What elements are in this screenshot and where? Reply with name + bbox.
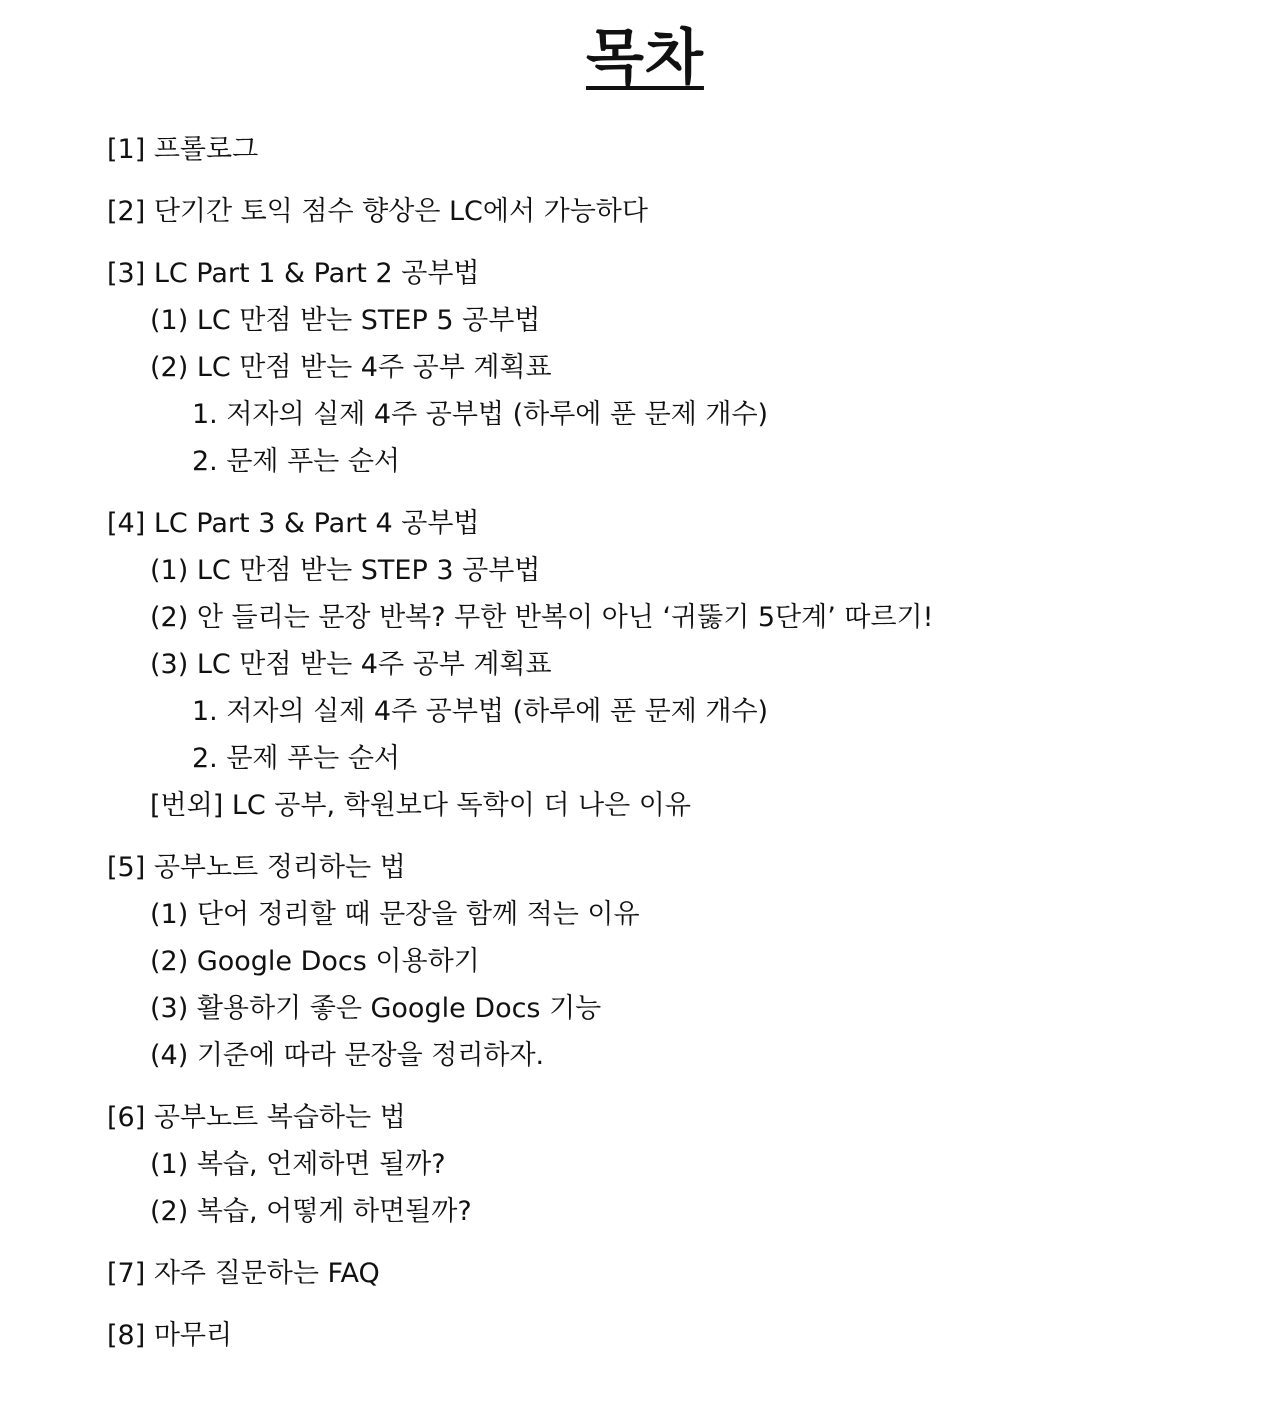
toc-subsection: (1) 단어 정리할 때 문장을 함께 적는 이유: [150, 899, 640, 930]
toc-subsection: (2) Google Docs 이용하기: [150, 946, 480, 977]
table-of-contents: [107, 126, 1227, 1359]
toc-subsection: (2) 안 들리는 문장 반복? 무한 반복이 아닌 ‘귀뚫기 5단계’ 따르기!: [150, 602, 934, 633]
toc-subsection: [번외] LC 공부, 학원보다 독학이 더 나은 이유: [150, 790, 691, 821]
toc-section: [7] 자주 질문하는 FAQ: [107, 1258, 380, 1289]
toc-section: [8] 마무리: [107, 1320, 233, 1351]
toc-section: [3] LC Part 1 & Part 2 공부법: [107, 258, 480, 289]
toc-section: [6] 공부노트 복습하는 법: [107, 1102, 406, 1133]
toc-subsection: (1) LC 만점 받는 STEP 3 공부법: [150, 555, 541, 586]
toc-subsection: (3) 활용하기 좋은 Google Docs 기능: [150, 993, 602, 1024]
toc-section: [2] 단기간 토익 점수 향상은 LC에서 가능하다: [107, 196, 648, 227]
toc-item: 2. 문제 푸는 순서: [192, 743, 401, 774]
toc-subsection: (2) LC 만점 받는 4주 공부 계획표: [150, 352, 552, 383]
toc-subsection: (2) 복습, 어떻게 하면될까?: [150, 1196, 472, 1227]
toc-subsection: (3) LC 만점 받는 4주 공부 계획표: [150, 649, 552, 680]
toc-section: [5] 공부노트 정리하는 법: [107, 852, 406, 883]
toc-item: 1. 저자의 실제 4주 공부법 (하루에 푼 문제 개수): [192, 399, 769, 430]
toc-section: [4] LC Part 3 & Part 4 공부법: [107, 508, 480, 539]
toc-subsection: (4) 기준에 따라 문장을 정리하자.: [150, 1040, 545, 1071]
toc-section: [1] 프롤로그: [107, 134, 259, 165]
toc-subsection: (1) LC 만점 받는 STEP 5 공부법: [150, 305, 541, 336]
page-title: 목차: [586, 23, 704, 93]
toc-subsection: (1) 복습, 언제하면 될까?: [150, 1149, 446, 1180]
toc-item: 1. 저자의 실제 4주 공부법 (하루에 푼 문제 개수): [192, 696, 769, 727]
toc-item: 2. 문제 푸는 순서: [192, 446, 401, 477]
